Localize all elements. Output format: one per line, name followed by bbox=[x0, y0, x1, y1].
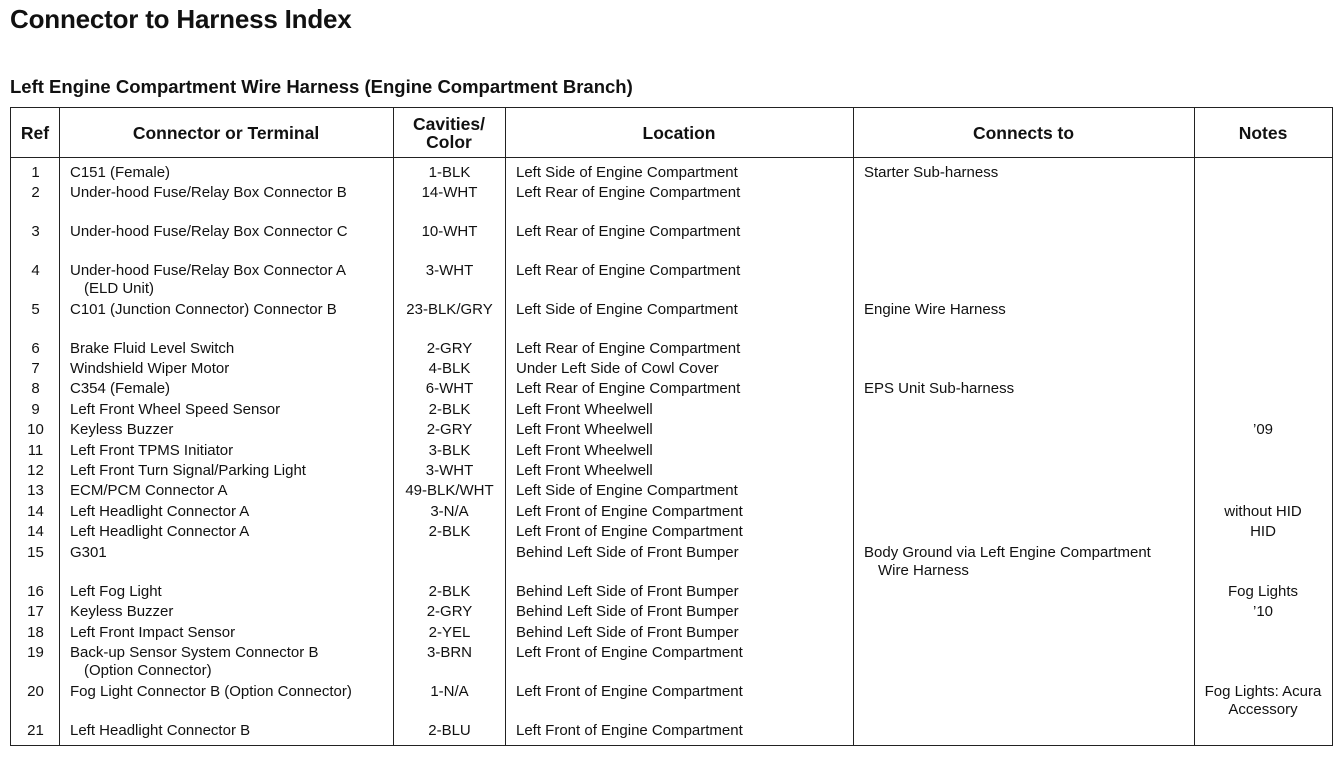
ref-cell bbox=[11, 482, 60, 500]
ref-cell bbox=[11, 722, 60, 740]
connector-cell bbox=[70, 301, 395, 319]
connects-to-cell bbox=[864, 164, 1194, 182]
notes-cell-text: without HID bbox=[1224, 503, 1302, 520]
ref-cell bbox=[11, 184, 60, 202]
ref-cell bbox=[11, 442, 60, 460]
notes-cell-text: ’09 bbox=[1252, 421, 1274, 438]
connector-cell-text: C354 (Female) bbox=[70, 380, 171, 397]
connector-cell bbox=[70, 360, 395, 378]
cavities-cell-text: 3-BLK bbox=[428, 442, 471, 459]
location-cell bbox=[516, 482, 851, 500]
location-cell-text: Behind Left Side of Front Bumper bbox=[516, 603, 739, 620]
connector-cell-text: Windshield Wiper Motor bbox=[70, 360, 230, 377]
ref-cell-text: 7 bbox=[31, 360, 40, 377]
cavities-cell bbox=[394, 722, 505, 740]
cavities-cell-text: 10-WHT bbox=[421, 223, 478, 240]
cavities-cell-text: 3-N/A bbox=[430, 503, 469, 520]
ref-cell bbox=[11, 644, 60, 662]
cavities-cell bbox=[394, 262, 505, 280]
connector-cell bbox=[70, 523, 395, 541]
notes-cell-text: Fog Lights bbox=[1227, 583, 1299, 600]
location-cell-text: Left Front Wheelwell bbox=[516, 442, 653, 459]
connects-to-cell-text: Engine Wire Harness bbox=[864, 301, 1006, 318]
cavities-cell-text: 3-BRN bbox=[426, 644, 472, 661]
location-cell bbox=[516, 624, 851, 642]
location-cell-text: Left Front Wheelwell bbox=[516, 401, 653, 418]
connector-cell-text: Under-hood Fuse/Relay Box Connector A bbox=[70, 262, 346, 279]
location-cell bbox=[516, 184, 851, 202]
ref-cell-text: 6 bbox=[31, 340, 40, 357]
ref-cell bbox=[11, 301, 60, 319]
ref-cell-text: 8 bbox=[31, 380, 40, 397]
cavities-cell bbox=[394, 421, 505, 439]
cavities-cell bbox=[394, 462, 505, 480]
notes-cell-text: ’10 bbox=[1252, 603, 1274, 620]
connector-cell-text: Under-hood Fuse/Relay Box Connector C bbox=[70, 223, 348, 240]
location-cell bbox=[516, 262, 851, 280]
ref-cell-text: 15 bbox=[27, 544, 44, 561]
cavities-cell-text: 49-BLK/WHT bbox=[405, 482, 494, 499]
header-divider bbox=[11, 157, 1332, 158]
cavities-cell-text: 2-YEL bbox=[428, 624, 471, 641]
location-cell-text: Left Rear of Engine Compartment bbox=[516, 262, 741, 279]
connector-cell-text: Left Fog Light bbox=[70, 583, 162, 600]
location-cell-text: Left Front of Engine Compartment bbox=[516, 644, 743, 661]
connector-cell bbox=[70, 262, 395, 298]
cavities-cell bbox=[394, 442, 505, 460]
location-cell-text: Behind Left Side of Front Bumper bbox=[516, 624, 739, 641]
location-cell bbox=[516, 583, 851, 601]
connector-cell-text: Keyless Buzzer bbox=[70, 421, 174, 438]
location-cell bbox=[516, 503, 851, 521]
notes-cell-text: Fog Lights: Acura bbox=[1204, 683, 1322, 700]
cavities-cell bbox=[394, 340, 505, 358]
connector-cell-text: G301 bbox=[70, 544, 107, 561]
header-ref: Ref bbox=[20, 122, 50, 143]
location-cell-text: Left Front of Engine Compartment bbox=[516, 523, 743, 540]
connects-to-cell-text: EPS Unit Sub-harness bbox=[864, 380, 1015, 397]
location-cell-text: Under Left Side of Cowl Cover bbox=[516, 360, 719, 377]
location-cell bbox=[516, 523, 851, 541]
connector-cell bbox=[70, 164, 395, 182]
connector-cell bbox=[70, 482, 395, 500]
notes-cell bbox=[1194, 583, 1332, 601]
notes-cell bbox=[1194, 421, 1332, 439]
ref-cell bbox=[11, 223, 60, 241]
location-cell bbox=[516, 340, 851, 358]
connector-cell bbox=[70, 184, 395, 202]
ref-cell bbox=[11, 421, 60, 439]
ref-cell-text: 16 bbox=[27, 583, 44, 600]
ref-cell bbox=[11, 462, 60, 480]
ref-cell bbox=[11, 683, 60, 701]
ref-cell bbox=[11, 340, 60, 358]
location-cell-text: Left Rear of Engine Compartment bbox=[516, 340, 741, 357]
connector-cell bbox=[70, 583, 395, 601]
header-connects-to: Connects to bbox=[972, 122, 1075, 143]
connector-cell-text: Left Front Turn Signal/Parking Light bbox=[70, 462, 306, 479]
location-cell-text: Left Front of Engine Compartment bbox=[516, 683, 743, 700]
ref-cell-text: 9 bbox=[31, 401, 40, 418]
cavities-cell-text: 2-GRY bbox=[426, 603, 473, 620]
ref-cell-text: 12 bbox=[27, 462, 44, 479]
location-cell-text: Left Rear of Engine Compartment bbox=[516, 184, 741, 201]
cavities-cell bbox=[394, 184, 505, 202]
connector-cell-text: Brake Fluid Level Switch bbox=[70, 340, 235, 357]
connector-cell bbox=[70, 380, 395, 398]
location-cell-text: Left Front Wheelwell bbox=[516, 462, 653, 479]
cavities-cell bbox=[394, 164, 505, 182]
connects-to-cell-text-line2: Wire Harness bbox=[878, 562, 969, 579]
location-cell bbox=[516, 360, 851, 378]
column-divider bbox=[505, 108, 506, 745]
cavities-cell-text: 2-BLK bbox=[428, 401, 471, 418]
ref-cell-text: 14 bbox=[27, 503, 44, 520]
notes-cell bbox=[1194, 683, 1332, 719]
location-cell bbox=[516, 380, 851, 398]
cavities-cell-text: 4-BLK bbox=[428, 360, 471, 377]
ref-cell-text: 2 bbox=[31, 184, 40, 201]
cavities-cell-text: 6-WHT bbox=[425, 380, 474, 397]
location-cell bbox=[516, 683, 851, 701]
cavities-cell bbox=[394, 482, 505, 500]
connector-cell bbox=[70, 624, 395, 642]
location-cell bbox=[516, 644, 851, 662]
ref-cell bbox=[11, 164, 60, 182]
ref-cell-text: 1 bbox=[31, 164, 40, 181]
cavities-cell bbox=[394, 401, 505, 419]
location-cell-text: Behind Left Side of Front Bumper bbox=[516, 583, 739, 600]
notes-cell bbox=[1194, 603, 1332, 621]
connector-cell bbox=[70, 421, 395, 439]
connector-cell-text: C151 (Female) bbox=[70, 164, 171, 181]
cavities-cell-text: 14-WHT bbox=[421, 184, 478, 201]
ref-cell bbox=[11, 624, 60, 642]
connector-cell bbox=[70, 223, 395, 241]
connects-to-cell bbox=[864, 301, 1194, 319]
connector-cell-text: Under-hood Fuse/Relay Box Connector B bbox=[70, 184, 347, 201]
cavities-cell bbox=[394, 683, 505, 701]
location-cell bbox=[516, 421, 851, 439]
connector-cell bbox=[70, 503, 395, 521]
connector-cell-text: Left Headlight Connector A bbox=[70, 523, 250, 540]
connector-cell bbox=[70, 544, 395, 562]
connector-cell-text: Left Headlight Connector A bbox=[70, 503, 250, 520]
ref-cell bbox=[11, 360, 60, 378]
cavities-cell bbox=[394, 624, 505, 642]
location-cell bbox=[516, 722, 851, 740]
cavities-cell-text: 2-BLU bbox=[428, 722, 471, 739]
cavities-cell-text: 2-GRY bbox=[426, 340, 473, 357]
header-notes: Notes bbox=[1238, 122, 1288, 143]
ref-cell bbox=[11, 262, 60, 280]
cavities-cell-text: 2-BLK bbox=[428, 523, 471, 540]
header-cavities-line2: Color bbox=[426, 131, 472, 152]
section-title: Left Engine Compartment Wire Harness (Engine Compartment Branch) bbox=[10, 76, 633, 97]
notes-cell bbox=[1194, 523, 1332, 541]
connects-to-cell-text: Body Ground via Left Engine Compartment bbox=[864, 544, 1151, 561]
connector-cell-text: Keyless Buzzer bbox=[70, 603, 174, 620]
location-cell bbox=[516, 164, 851, 182]
ref-cell-text: 11 bbox=[27, 442, 44, 459]
connector-cell-text: Left Front Wheel Speed Sensor bbox=[70, 401, 281, 418]
connects-to-cell bbox=[864, 544, 1194, 580]
notes-cell bbox=[1194, 503, 1332, 521]
location-cell bbox=[516, 462, 851, 480]
connector-cell-text: Left Front TPMS Initiator bbox=[70, 442, 234, 459]
ref-cell-text: 21 bbox=[27, 722, 44, 739]
location-cell bbox=[516, 223, 851, 241]
ref-cell-text: 5 bbox=[31, 301, 40, 318]
location-cell-text: Left Side of Engine Compartment bbox=[516, 301, 738, 318]
location-cell bbox=[516, 544, 851, 562]
location-cell-text: Left Rear of Engine Compartment bbox=[516, 223, 741, 240]
location-cell-text: Behind Left Side of Front Bumper bbox=[516, 544, 739, 561]
ref-cell bbox=[11, 503, 60, 521]
location-cell-text: Left Side of Engine Compartment bbox=[516, 482, 738, 499]
connector-cell bbox=[70, 442, 395, 460]
cavities-cell-text: 1-BLK bbox=[428, 164, 471, 181]
ref-cell-text: 14 bbox=[27, 523, 44, 540]
cavities-cell bbox=[394, 360, 505, 378]
connector-cell-text-line2: (ELD Unit) bbox=[84, 280, 155, 297]
ref-cell bbox=[11, 523, 60, 541]
location-cell-text: Left Front of Engine Compartment bbox=[516, 503, 743, 520]
cavities-cell-text: 2-GRY bbox=[426, 421, 473, 438]
connects-to-cell-text: Starter Sub-harness bbox=[864, 164, 999, 181]
ref-cell-text: 20 bbox=[27, 683, 44, 700]
ref-cell bbox=[11, 380, 60, 398]
location-cell-text: Left Front of Engine Compartment bbox=[516, 722, 743, 739]
connector-cell-text-line2: (Option Connector) bbox=[84, 662, 212, 679]
notes-cell-text-line2: Accessory bbox=[1228, 701, 1298, 718]
cavities-cell bbox=[394, 603, 505, 621]
connector-cell-text: C101 (Junction Connector) Connector B bbox=[70, 301, 337, 318]
ref-cell-text: 17 bbox=[27, 603, 44, 620]
ref-cell-text: 19 bbox=[27, 644, 44, 661]
connector-cell bbox=[70, 340, 395, 358]
connector-cell-text: ECM/PCM Connector A bbox=[70, 482, 228, 499]
ref-cell-text: 18 bbox=[27, 624, 44, 641]
cavities-cell bbox=[394, 523, 505, 541]
harness-index-table bbox=[10, 107, 1333, 746]
cavities-cell-text: 23-BLK/GRY bbox=[406, 301, 493, 318]
connector-cell bbox=[70, 722, 395, 740]
ref-cell bbox=[11, 603, 60, 621]
ref-cell-text: 10 bbox=[27, 421, 44, 438]
connects-to-cell bbox=[864, 380, 1194, 398]
connector-cell-text: Left Headlight Connector B bbox=[70, 722, 251, 739]
connector-cell bbox=[70, 683, 395, 701]
column-divider bbox=[853, 108, 854, 745]
ref-cell-text: 13 bbox=[27, 482, 44, 499]
location-cell bbox=[516, 603, 851, 621]
cavities-cell bbox=[394, 583, 505, 601]
cavities-cell bbox=[394, 380, 505, 398]
cavities-cell-text: 2-BLK bbox=[428, 583, 471, 600]
connector-cell bbox=[70, 644, 395, 680]
connector-cell bbox=[70, 401, 395, 419]
ref-cell-text: 4 bbox=[31, 262, 40, 279]
header-connector: Connector or Terminal bbox=[132, 122, 320, 143]
cavities-cell bbox=[394, 223, 505, 241]
location-cell bbox=[516, 442, 851, 460]
page-title: Connector to Harness Index bbox=[10, 4, 352, 34]
location-cell-text: Left Rear of Engine Compartment bbox=[516, 380, 741, 397]
location-cell-text: Left Side of Engine Compartment bbox=[516, 164, 738, 181]
cavities-cell-text: 1-N/A bbox=[430, 683, 469, 700]
connector-cell bbox=[70, 603, 395, 621]
header-location: Location bbox=[642, 122, 716, 143]
location-cell bbox=[516, 401, 851, 419]
ref-cell-text: 3 bbox=[31, 223, 40, 240]
ref-cell bbox=[11, 583, 60, 601]
cavities-cell bbox=[394, 644, 505, 662]
connector-cell bbox=[70, 462, 395, 480]
ref-cell bbox=[11, 544, 60, 562]
location-cell bbox=[516, 301, 851, 319]
header-cavities-line1: Cavities/ bbox=[413, 113, 485, 134]
cavities-cell bbox=[394, 503, 505, 521]
cavities-cell-text: 3-WHT bbox=[425, 462, 474, 479]
ref-cell bbox=[11, 401, 60, 419]
location-cell-text: Left Front Wheelwell bbox=[516, 421, 653, 438]
connector-cell-text: Left Front Impact Sensor bbox=[70, 624, 236, 641]
connector-cell-text: Back-up Sensor System Connector B bbox=[70, 644, 319, 661]
cavities-cell bbox=[394, 301, 505, 319]
notes-cell-text: HID bbox=[1250, 523, 1276, 540]
connector-cell-text: Fog Light Connector B (Option Connector) bbox=[70, 683, 352, 700]
cavities-cell-text: 3-WHT bbox=[425, 262, 474, 279]
header-cavities bbox=[393, 108, 505, 157]
